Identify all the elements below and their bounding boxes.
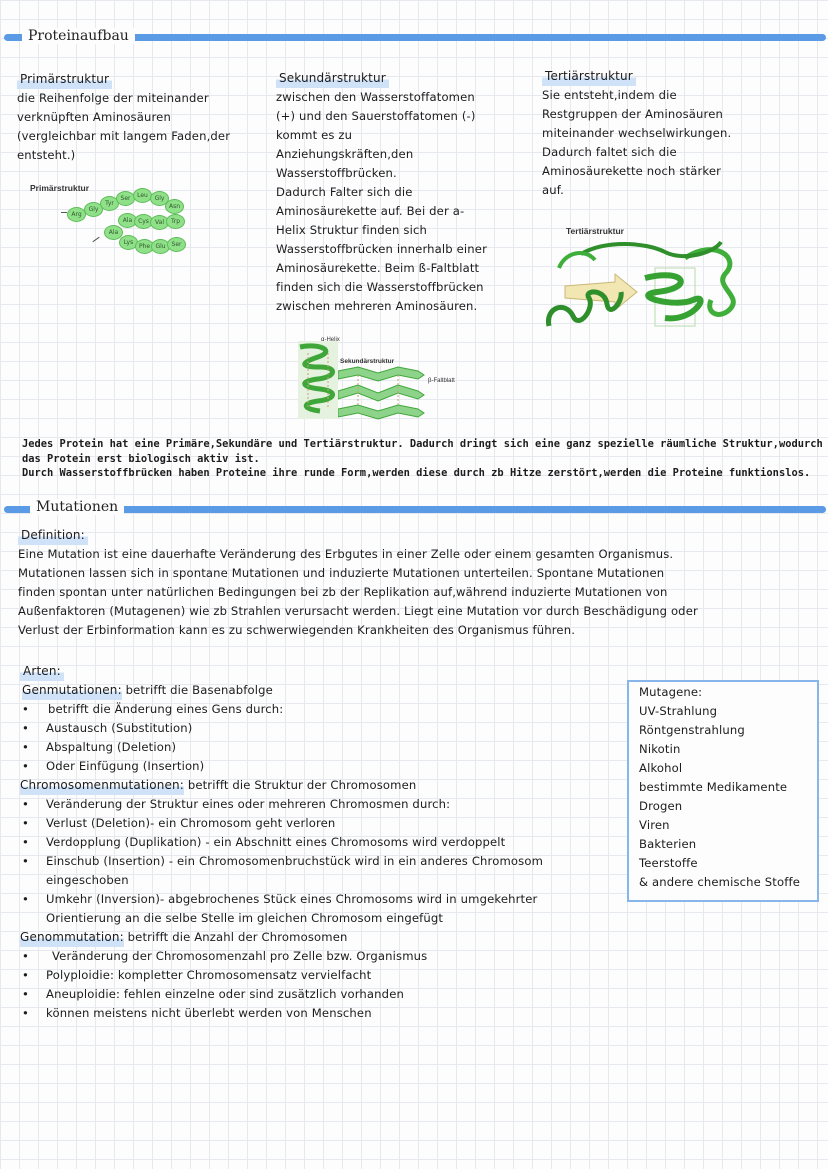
mutagen-item: Drogen xyxy=(639,799,683,813)
list-item-line: • Umkehr (Inversion)- abgebrochenes Stück eines Chromosoms wird in umgekehrter xyxy=(46,892,538,906)
amino-acid-bead: Ala xyxy=(104,225,123,240)
definition-heading: Definition: xyxy=(18,526,88,545)
mutagens-heading: Mutagene: xyxy=(639,685,703,699)
beta-sheet-label: β-Faltblatt xyxy=(428,378,455,384)
amino-acid-bead: Tyr xyxy=(100,196,119,211)
secondary-line: (+) und den Sauerstoffatomen (-) xyxy=(276,109,476,123)
mutagen-item: Nikotin xyxy=(639,742,681,756)
mutation-types xyxy=(20,662,620,1023)
list-item xyxy=(20,852,620,890)
tertiary-line: Restgruppen der Aminosäuren xyxy=(542,107,723,121)
chain-end-dash xyxy=(92,237,99,242)
list-item: • Veränderung der Struktur eines oder mehreren Chromosmen durch: xyxy=(20,795,620,814)
list-item: • Verlust (Deletion)- ein Chromosom geht verloren xyxy=(20,814,620,833)
amino-acid-bead: Cys xyxy=(134,214,153,229)
mutagen-item: Röntgenstrahlung xyxy=(639,723,745,737)
list-item: • betrifft die Änderung eines Gens durch: xyxy=(20,700,620,719)
secondary-line: zwischen den Wasserstoffatomen xyxy=(276,90,475,104)
mutagen-item: Alkohol xyxy=(639,761,683,775)
mutagens-box xyxy=(627,680,819,902)
primary-figure-label: Primärstruktur xyxy=(30,183,90,193)
mutation-definition xyxy=(18,526,818,640)
list-item: • Oder Einfügung (Insertion) xyxy=(20,757,620,776)
definition-line: Verlust der Erbinformation kann es zu schwerwiegenden Krankheiten des Organismus führen. xyxy=(18,623,576,637)
tertiary-line: miteinander wechselwirkungen. xyxy=(542,126,732,140)
primary-line: verknüpften Aminosäuren xyxy=(17,110,171,124)
list-item-line: eingeschoben xyxy=(46,873,129,887)
list-item: • Polyploidie: kompletter Chromosomensatz vervielfacht xyxy=(20,966,620,985)
summary-line: Durch Wasserstoffbrücken haben Proteine ihre runde Form,werden diese durch zb Hitze zerstört,werden die Proteine funktionslos. xyxy=(22,467,811,479)
section-divider xyxy=(4,506,826,513)
tertiary-structure-heading: Tertiärstruktur xyxy=(542,67,636,86)
tertiary-structure-column xyxy=(542,67,782,200)
amino-acid-bead: Ser xyxy=(167,237,186,252)
mutagen-item: Bakterien xyxy=(639,837,697,851)
secondary-line: Helix Struktur finden sich xyxy=(276,223,427,237)
amino-acid-bead: Ser xyxy=(116,191,135,206)
amino-acid-bead: Gly xyxy=(150,191,169,206)
secondary-line: Dadurch Falter sich die xyxy=(276,185,413,199)
list-item: • Verdopplung (Duplikation) - ein Abschnitt eines Chromosoms wird verdoppelt xyxy=(20,833,620,852)
tertiary-line: auf. xyxy=(542,183,564,197)
genome-mutation-heading: Genommutation: xyxy=(20,928,124,947)
mutagen-item: Viren xyxy=(639,818,670,832)
section-title-proteinaufbau: Proteinaufbau xyxy=(22,28,135,44)
list-item: • Aneuploidie: fehlen einzelne oder sind zusätzlich vorhanden xyxy=(20,985,620,1004)
definition-line: Eine Mutation ist eine dauerhafte Veränderung des Erbgutes in einer Zelle oder einem gesamten Organismus. xyxy=(18,547,674,561)
tertiary-line: Sie entsteht,indem die xyxy=(542,88,677,102)
genome-mutation-list xyxy=(20,947,620,1023)
genome-mutation-description: betrifft die Anzahl der Chromosomen xyxy=(123,930,348,944)
definition-line: Außenfaktoren (Mutagenen) wie zb Strahlen verursacht werden. Liegt eine Mutation vor durch Beschädigung oder xyxy=(18,604,698,618)
mutagens-content xyxy=(629,682,817,892)
amino-acid-bead: Lys xyxy=(119,235,138,250)
list-item-line: • Einschub (Insertion) - ein Chromosomenbruchstück wird in ein anderes Chromosom xyxy=(46,854,544,868)
gene-mutation-heading: Genmutationen: xyxy=(22,681,122,700)
types-heading: Arten: xyxy=(20,662,64,681)
summary-line: das Protein erst biologisch aktiv ist. xyxy=(22,452,260,465)
tertiary-line: Dadurch faltet sich die xyxy=(542,145,677,159)
alpha-helix-label: α-Helix xyxy=(321,337,340,343)
tertiary-ribbon-illustration xyxy=(545,238,745,334)
section-title-mutationen: Mutationen xyxy=(30,499,124,515)
chromosome-mutation-heading-line xyxy=(20,776,620,795)
secondary-structure-heading: Sekundärstruktur xyxy=(276,69,389,88)
list-item: • Veränderung der Chromosomenzahl pro Zelle bzw. Organismus xyxy=(20,947,620,966)
tertiary-line: Aminosäurekette noch stärker xyxy=(542,164,722,178)
definition-line: finden spontan unter natürlichen Bedingungen bei zb der Replikation auf,während induzierte Mutationen von xyxy=(18,585,668,599)
amino-acid-bead: Arg xyxy=(67,207,86,222)
genome-mutation-heading-line xyxy=(20,928,620,947)
beta-sheet-illustration xyxy=(338,365,426,423)
secondary-structure-column xyxy=(276,69,526,316)
primary-structure-column xyxy=(17,70,262,165)
secondary-line: Wasserstoffbrücken. xyxy=(276,166,397,180)
amino-acid-bead: Leu xyxy=(133,188,152,203)
primary-line: die Reihenfolge der miteinander xyxy=(17,91,209,105)
tertiary-structure-figure xyxy=(545,226,745,334)
primary-line: (vergleichbar mit langem Faden,der xyxy=(17,129,231,143)
gene-mutation-heading-line xyxy=(20,681,620,700)
amino-acid-bead: Asn xyxy=(165,199,184,214)
chromosome-mutation-list xyxy=(20,795,620,928)
secondary-line: Aminosäurekette auf. Bei der a- xyxy=(276,204,465,218)
mutagen-item: Teerstoffe xyxy=(639,856,698,870)
amino-acid-bead: Trp xyxy=(166,214,185,229)
summary-line: Jedes Protein hat eine Primäre,Sekundäre und Tertiärstruktur. Dadurch dringt sich eine ganz spezielle räumliche Struktur,wodurch xyxy=(22,438,823,450)
list-item: • Austausch (Substitution) xyxy=(20,719,620,738)
secondary-line: zwischen mehreren Aminosäuren. xyxy=(276,299,478,313)
amino-acid-bead: Val xyxy=(150,215,169,230)
secondary-line: Aminosäurekette. Beim ß-Faltblatt xyxy=(276,261,480,275)
primary-line: entsteht.) xyxy=(17,148,76,162)
list-item: • Abspaltung (Deletion) xyxy=(20,738,620,757)
secondary-line: Anziehungskräften,den xyxy=(276,147,414,161)
list-item-line: Orientierung an die selbe Stelle im gleichen Chromosom eingefügt xyxy=(46,911,444,925)
mutagen-item: & andere chemische Stoffe xyxy=(639,875,800,889)
gene-mutation-description: betrifft die Basenabfolge xyxy=(121,683,273,697)
chromosome-mutation-heading: Chromosomenmutationen: xyxy=(20,776,184,795)
primary-structure-heading: Primärstruktur xyxy=(17,70,112,89)
secondary-line: Wasserstoffbrücken innerhalb einer xyxy=(276,242,487,256)
list-item xyxy=(20,890,620,928)
list-item: • können meistens nicht überlebt werden von Menschen xyxy=(20,1004,620,1023)
protein-summary xyxy=(22,437,822,481)
gene-mutation-list xyxy=(20,700,620,776)
tertiary-figure-label: Tertiärstruktur xyxy=(566,226,624,236)
secondary-structure-figure xyxy=(290,337,460,422)
amino-acid-bead: Gly xyxy=(84,202,103,217)
secondary-line: kommt es zu xyxy=(276,128,353,142)
primary-structure-figure xyxy=(30,183,200,258)
secondary-line: finden sich die Wasserstoffbrücken xyxy=(276,280,484,294)
secondary-figure-title: Sekundärstruktur xyxy=(340,358,395,365)
definition-line: Mutationen lassen sich in spontane Mutationen und induzierte Mutationen unterteilen. Spontane Mutationen xyxy=(18,566,665,580)
mutagen-item: bestimmte Medikamente xyxy=(639,780,788,794)
amino-acid-bead: Phe xyxy=(135,239,154,254)
chromosome-mutation-description: betrifft die Struktur der Chromosomen xyxy=(183,778,417,792)
mutagen-item: UV-Strahlung xyxy=(639,704,718,718)
amino-acid-bead: Ala xyxy=(118,213,137,228)
amino-acid-bead: Glu xyxy=(151,239,170,254)
